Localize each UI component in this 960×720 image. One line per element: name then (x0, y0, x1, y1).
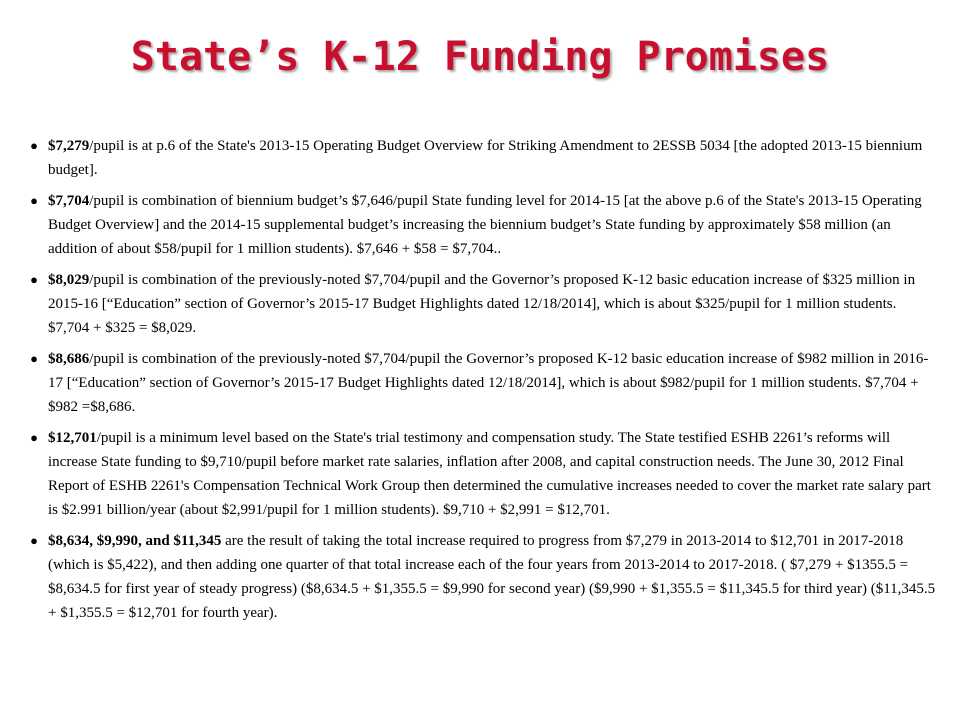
item-text: /pupil is combination of the previously-noted $7,704/pupil the Governor’s proposed K-12 basic education increase of $982 million in 2016-17 [“Education” section of Governor’s 2015-17 Budget Highlights dated 12/18/2014], which is about $982/pupil for 1 million students. $7,704 + $982 =$8,686. (48, 351, 929, 415)
list-item (28, 189, 940, 261)
item-amount: $12,701 (48, 430, 97, 446)
item-amount: $7,279 (48, 138, 90, 154)
bullet-icon: ● (30, 533, 38, 548)
slide-title: State’s K-12 Funding Promises (130, 34, 830, 80)
list-item (28, 268, 940, 340)
item-text: /pupil is combination of biennium budget’s $7,646/pupil State funding level for 2014-15 [at the above p.6 of the State's 2013-15 Operating Budget Overview] and the 2014-15 supplemental budget’s increasing the biennium budget’s State funding by approximately $58 million (an addition of about $58/pupil for 1 million students). $7,646 + $58 = $7,704.. (48, 193, 922, 257)
list-item (28, 529, 940, 625)
item-text: /pupil is combination of the previously-noted $7,704/pupil and the Governor’s proposed K-12 basic education increase of $325 million in 2015-16 [“Education” section of Governor’s 2015-17 Budget Highlights dated 12/18/2014], which is about $325/pupil for 1 million students. $7,704 + $325 = $8,029. (48, 272, 916, 336)
bullet-list (28, 134, 940, 632)
item-amount: $7,704 (48, 193, 90, 209)
bullet-icon: ● (30, 272, 38, 287)
bullet-icon: ● (30, 351, 38, 366)
list-item (28, 426, 940, 522)
item-text: are the result of taking the total increase required to progress from $7,279 in 2013-2014 to $12,701 in 2017-2018 (which is $5,422), and then adding one quarter of that total increase each of the four years from 2013-2014 to 2017-2018. ( $7,279 + $1355.5 = $8,634.5 for first year of steady progress) ($8,634.5 + $1,355.5 = $9,990 for second year) ($9,990 + $1,355.5 = $11,345.5 for third year) ($11,345.5 + $1,355.5 = $12,701 for fourth year). (48, 533, 936, 621)
item-amount: $8,029 (48, 272, 90, 288)
item-text: /pupil is a minimum level based on the State's trial testimony and compensation study. The State testified ESHB 2261’s reforms will increase State funding to $9,710/pupil before market rate salaries, inflation after 2008, and capital construction needs. The June 30, 2012 Final Report of ESHB 2261's Compensation Technical Work Group then determined the cumulative increases needed to cover the market rate salary part is $2.991 billion/year (about $2,991/pupil for 1 million students). $9,710 + $2,991 = $12,701. (48, 430, 931, 518)
item-text: /pupil is at p.6 of the State's 2013-15 Operating Budget Overview for Striking Amendment to 2ESSB 5034 [the adopted 2013-15 biennium budget]. (48, 138, 923, 178)
bullet-icon: ● (30, 430, 38, 445)
bullet-icon: ● (30, 138, 38, 153)
list-item (28, 347, 940, 419)
item-amount: $8,686 (48, 351, 90, 367)
bullet-icon: ● (30, 193, 38, 208)
item-amount: $8,634, $9,990, and $11,345 (48, 533, 222, 549)
list-item (28, 134, 940, 182)
